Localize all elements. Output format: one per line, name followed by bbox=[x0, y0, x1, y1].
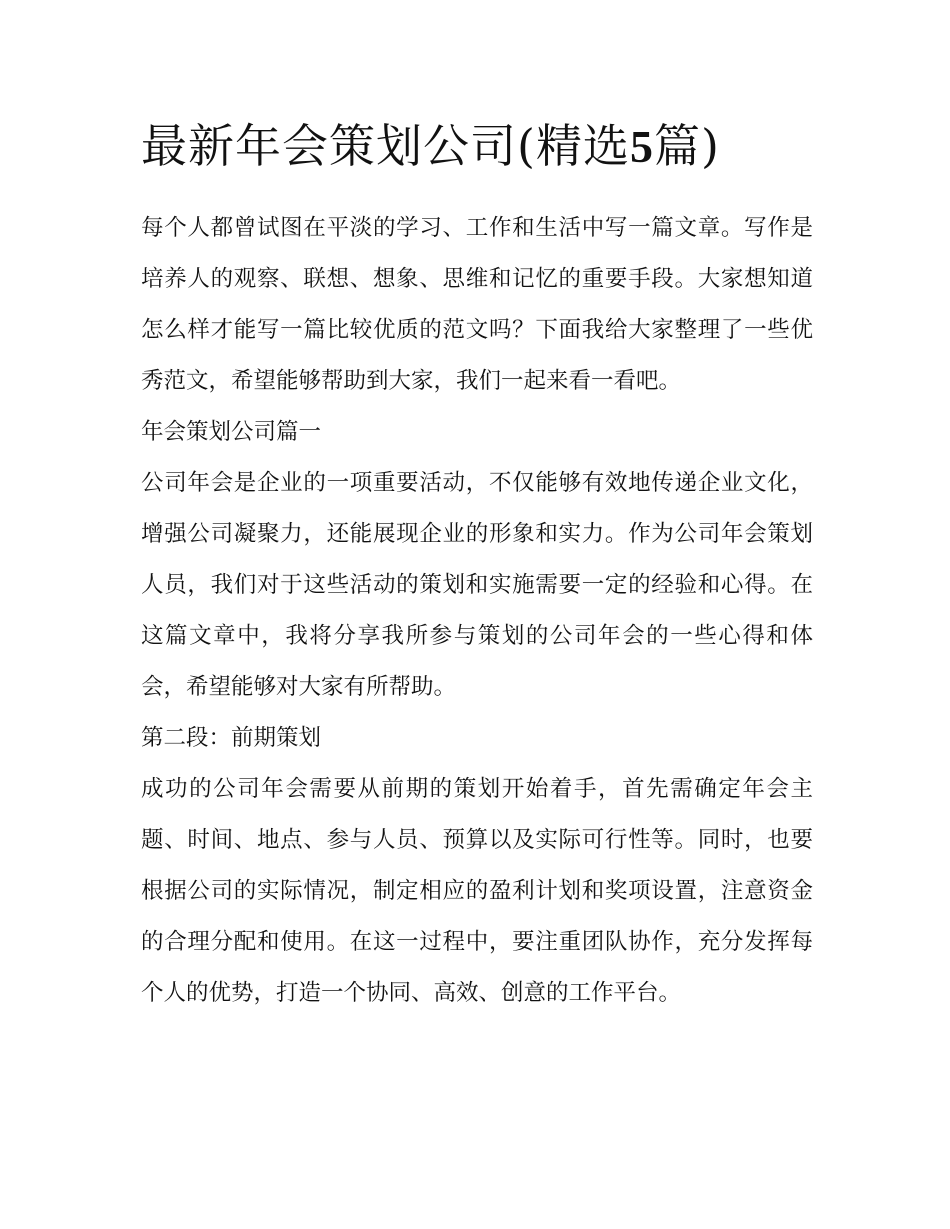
title-suffix: 篇) bbox=[653, 119, 720, 173]
section2-heading: 第二段：前期策划 bbox=[141, 725, 322, 751]
document-body bbox=[141, 112, 813, 1019]
title-prefix: 最新年会策划公司(精选 bbox=[141, 119, 630, 173]
document-title bbox=[141, 112, 813, 181]
title-number: 5 bbox=[629, 121, 654, 172]
intro-paragraph: 每个人都曾试图在平淡的学习、工作和生活中写一篇文章。写作是培养人的观察、联想、想象、思维和记忆的重要手段。大家想知道怎么样才能写一篇比较优质的范文吗？下面我给大家整理了一些优秀范文，希望能够帮助到大家，我们一起来看一看吧。 bbox=[141, 215, 813, 394]
section1-paragraph: 公司年会是企业的一项重要活动，不仅能够有效地传递企业文化，增强公司凝聚力，还能展现企业的形象和实力。作为公司年会策划人员，我们对于这些活动的策划和实施需要一定的经验和心得。在这篇文章中，我将分享我所参与策划的公司年会的一些心得和体会，希望能够对大家有所帮助。 bbox=[141, 470, 813, 700]
section1-heading: 年会策划公司篇一 bbox=[141, 419, 322, 445]
section2-paragraph: 成功的公司年会需要从前期的策划开始着手，首先需确定年会主题、时间、地点、参与人员、预算以及实际可行性等。同时，也要根据公司的实际情况，制定相应的盈利计划和奖项设置，注意资金的合理分配和使用。在这一过程中，要注重团队协作，充分发挥每个人的优势，打造一个协同、高效、创意的工作平台。 bbox=[141, 776, 813, 1006]
